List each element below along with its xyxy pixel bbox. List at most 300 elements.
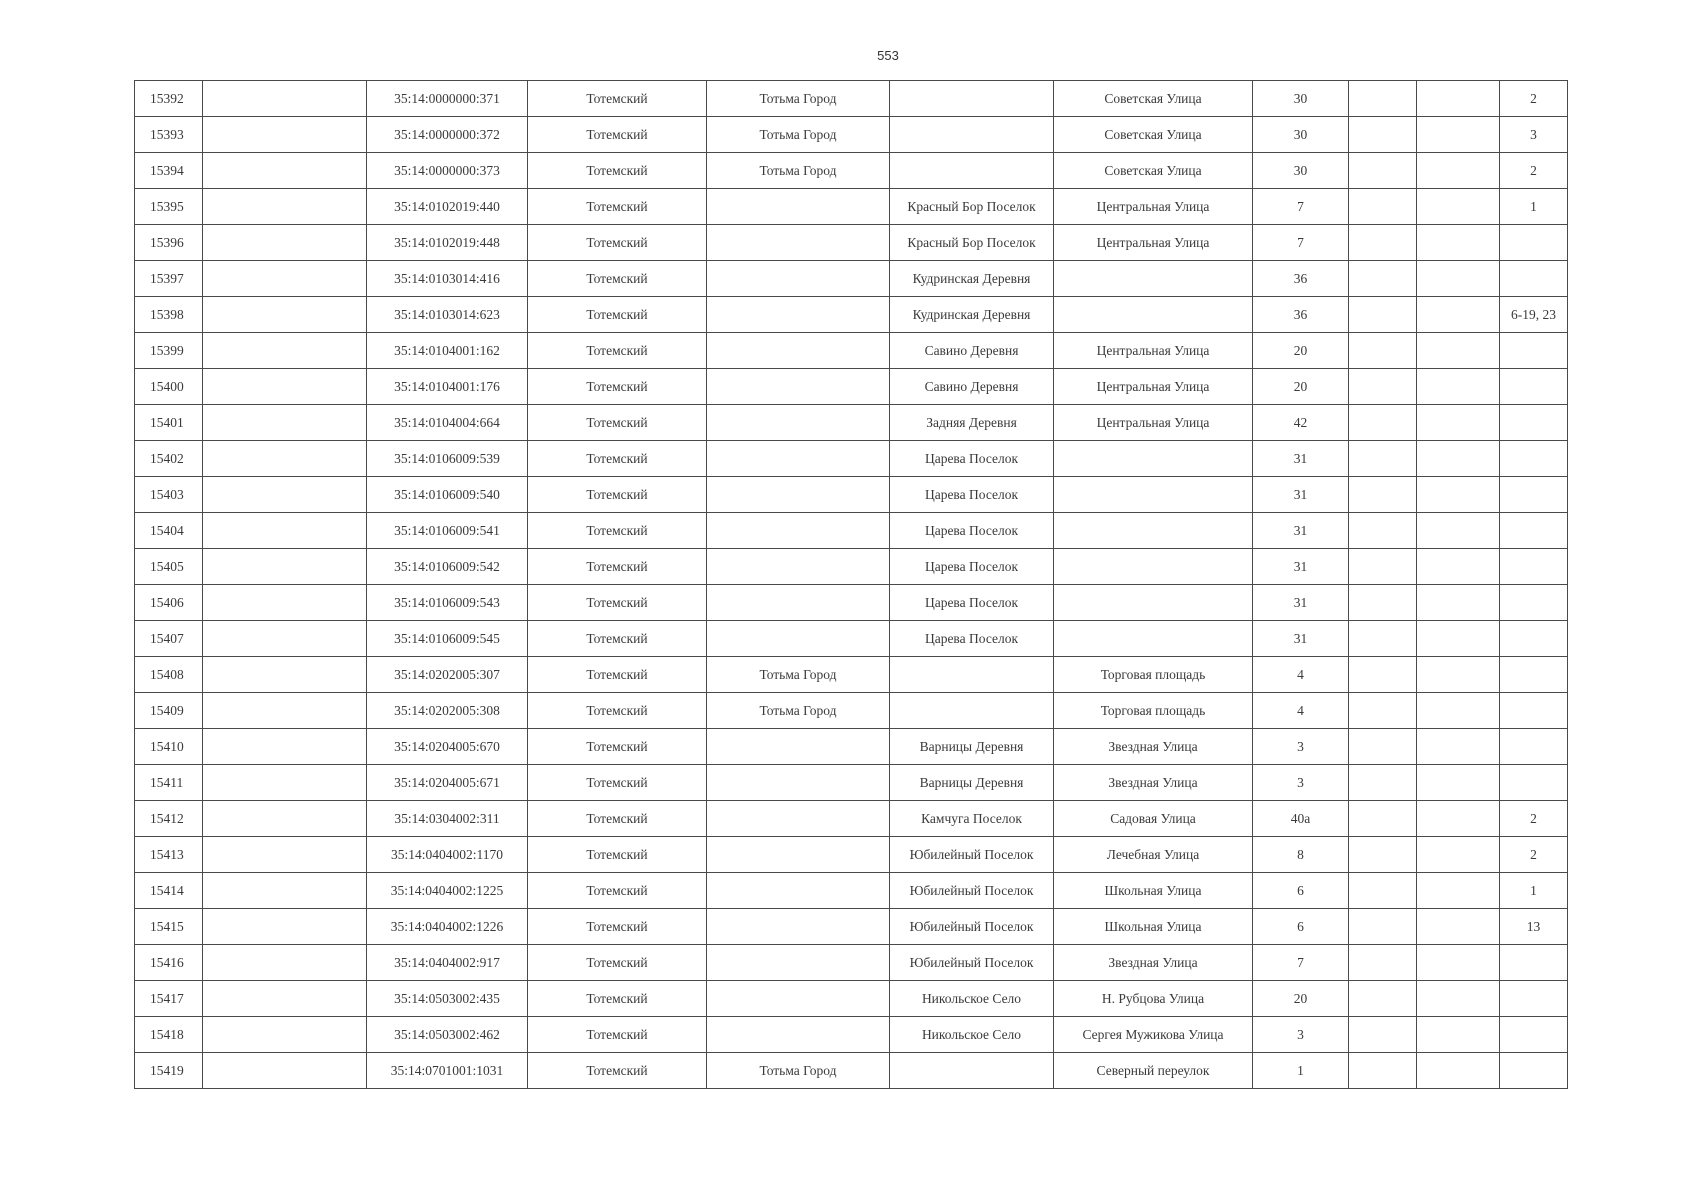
city-cell: [707, 945, 890, 981]
city-cell: Тотьма Город: [707, 153, 890, 189]
table-row: [135, 333, 1568, 369]
building-cell: [1349, 225, 1417, 261]
settlement-cell: Юбилейный Поселок: [890, 837, 1054, 873]
building-cell: [1349, 261, 1417, 297]
street-cell: Советская Улица: [1054, 117, 1253, 153]
structure-cell: [1417, 873, 1500, 909]
city-cell: Тотьма Город: [707, 81, 890, 117]
building-cell: [1349, 585, 1417, 621]
table-row: [135, 153, 1568, 189]
blank-column-cell: [203, 837, 367, 873]
record-number-cell: 15399: [135, 333, 203, 369]
city-cell: [707, 549, 890, 585]
city-cell: [707, 837, 890, 873]
district-cell: Тотемский: [528, 333, 707, 369]
structure-cell: [1417, 621, 1500, 657]
cadastral-number-cell: 35:14:0102019:448: [367, 225, 528, 261]
street-cell: Советская Улица: [1054, 153, 1253, 189]
table-row: [135, 1053, 1568, 1089]
blank-column-cell: [203, 657, 367, 693]
cadastral-number-cell: 35:14:0404002:1225: [367, 873, 528, 909]
apartment-cell: [1500, 621, 1568, 657]
district-cell: Тотемский: [528, 477, 707, 513]
district-cell: Тотемский: [528, 1053, 707, 1089]
building-cell: [1349, 153, 1417, 189]
blank-column-cell: [203, 405, 367, 441]
city-cell: [707, 765, 890, 801]
house-cell: 3: [1253, 765, 1349, 801]
cadastral-number-cell: 35:14:0204005:670: [367, 729, 528, 765]
street-cell: [1054, 477, 1253, 513]
district-cell: Тотемский: [528, 369, 707, 405]
settlement-cell: Красный Бор Поселок: [890, 189, 1054, 225]
street-cell: Школьная Улица: [1054, 909, 1253, 945]
cadastral-number-cell: 35:14:0701001:1031: [367, 1053, 528, 1089]
table-row: [135, 1017, 1568, 1053]
cadastral-number-cell: 35:14:0103014:416: [367, 261, 528, 297]
street-cell: Садовая Улица: [1054, 801, 1253, 837]
blank-column-cell: [203, 189, 367, 225]
apartment-cell: 1: [1500, 873, 1568, 909]
blank-column-cell: [203, 621, 367, 657]
record-number-cell: 15414: [135, 873, 203, 909]
street-cell: Центральная Улица: [1054, 405, 1253, 441]
street-cell: Центральная Улица: [1054, 369, 1253, 405]
house-cell: 30: [1253, 153, 1349, 189]
city-cell: [707, 909, 890, 945]
cadastral-number-cell: 35:14:0404002:1170: [367, 837, 528, 873]
blank-column-cell: [203, 1053, 367, 1089]
house-cell: 31: [1253, 441, 1349, 477]
record-number-cell: 15405: [135, 549, 203, 585]
building-cell: [1349, 333, 1417, 369]
street-cell: Торговая площадь: [1054, 693, 1253, 729]
city-cell: [707, 333, 890, 369]
table-row: [135, 369, 1568, 405]
street-cell: Школьная Улица: [1054, 873, 1253, 909]
structure-cell: [1417, 801, 1500, 837]
settlement-cell: Варницы Деревня: [890, 729, 1054, 765]
house-cell: 31: [1253, 513, 1349, 549]
settlement-cell: Царева Поселок: [890, 477, 1054, 513]
street-cell: [1054, 549, 1253, 585]
street-cell: [1054, 513, 1253, 549]
apartment-cell: [1500, 1053, 1568, 1089]
structure-cell: [1417, 297, 1500, 333]
house-cell: 7: [1253, 225, 1349, 261]
blank-column-cell: [203, 909, 367, 945]
apartment-cell: [1500, 369, 1568, 405]
blank-column-cell: [203, 585, 367, 621]
structure-cell: [1417, 477, 1500, 513]
cadastral-number-cell: 35:14:0106009:541: [367, 513, 528, 549]
city-cell: [707, 513, 890, 549]
structure-cell: [1417, 765, 1500, 801]
street-cell: Центральная Улица: [1054, 225, 1253, 261]
cadastral-number-cell: 35:14:0103014:623: [367, 297, 528, 333]
house-cell: 31: [1253, 549, 1349, 585]
settlement-cell: [890, 657, 1054, 693]
house-cell: 40а: [1253, 801, 1349, 837]
building-cell: [1349, 657, 1417, 693]
district-cell: Тотемский: [528, 1017, 707, 1053]
building-cell: [1349, 513, 1417, 549]
district-cell: Тотемский: [528, 873, 707, 909]
settlement-cell: Никольское Село: [890, 1017, 1054, 1053]
record-number-cell: 15394: [135, 153, 203, 189]
table-row: [135, 945, 1568, 981]
street-cell: Центральная Улица: [1054, 333, 1253, 369]
building-cell: [1349, 945, 1417, 981]
building-cell: [1349, 981, 1417, 1017]
record-number-cell: 15400: [135, 369, 203, 405]
building-cell: [1349, 189, 1417, 225]
district-cell: Тотемский: [528, 153, 707, 189]
settlement-cell: Царева Поселок: [890, 513, 1054, 549]
blank-column-cell: [203, 477, 367, 513]
settlement-cell: Кудринская Деревня: [890, 297, 1054, 333]
structure-cell: [1417, 1053, 1500, 1089]
table-row: [135, 81, 1568, 117]
building-cell: [1349, 441, 1417, 477]
table-row: [135, 297, 1568, 333]
district-cell: Тотемский: [528, 909, 707, 945]
table-row: [135, 189, 1568, 225]
building-cell: [1349, 693, 1417, 729]
registry-table: [134, 80, 1568, 1089]
cadastral-number-cell: 35:14:0503002:435: [367, 981, 528, 1017]
structure-cell: [1417, 549, 1500, 585]
building-cell: [1349, 1017, 1417, 1053]
table-row: [135, 477, 1568, 513]
table-row: [135, 225, 1568, 261]
city-cell: [707, 261, 890, 297]
structure-cell: [1417, 909, 1500, 945]
blank-column-cell: [203, 117, 367, 153]
settlement-cell: Юбилейный Поселок: [890, 909, 1054, 945]
street-cell: Звездная Улица: [1054, 765, 1253, 801]
record-number-cell: 15403: [135, 477, 203, 513]
record-number-cell: 15396: [135, 225, 203, 261]
table-row: [135, 549, 1568, 585]
district-cell: Тотемский: [528, 225, 707, 261]
city-cell: Тотьма Город: [707, 1053, 890, 1089]
city-cell: [707, 189, 890, 225]
building-cell: [1349, 549, 1417, 585]
building-cell: [1349, 477, 1417, 513]
cadastral-number-cell: 35:14:0104001:176: [367, 369, 528, 405]
settlement-cell: Царева Поселок: [890, 621, 1054, 657]
street-cell: [1054, 441, 1253, 477]
blank-column-cell: [203, 441, 367, 477]
cadastral-number-cell: 35:14:0000000:373: [367, 153, 528, 189]
structure-cell: [1417, 369, 1500, 405]
settlement-cell: Царева Поселок: [890, 549, 1054, 585]
cadastral-number-cell: 35:14:0503002:462: [367, 1017, 528, 1053]
building-cell: [1349, 1053, 1417, 1089]
cadastral-number-cell: 35:14:0106009:542: [367, 549, 528, 585]
district-cell: Тотемский: [528, 657, 707, 693]
table-row: [135, 837, 1568, 873]
building-cell: [1349, 297, 1417, 333]
settlement-cell: Никольское Село: [890, 981, 1054, 1017]
settlement-cell: Юбилейный Поселок: [890, 873, 1054, 909]
house-cell: 8: [1253, 837, 1349, 873]
district-cell: Тотемский: [528, 801, 707, 837]
structure-cell: [1417, 261, 1500, 297]
city-cell: [707, 297, 890, 333]
house-cell: 36: [1253, 297, 1349, 333]
building-cell: [1349, 729, 1417, 765]
record-number-cell: 15415: [135, 909, 203, 945]
settlement-cell: [890, 81, 1054, 117]
house-cell: 3: [1253, 1017, 1349, 1053]
record-number-cell: 15413: [135, 837, 203, 873]
blank-column-cell: [203, 945, 367, 981]
street-cell: [1054, 585, 1253, 621]
city-cell: [707, 585, 890, 621]
building-cell: [1349, 81, 1417, 117]
blank-column-cell: [203, 729, 367, 765]
cadastral-number-cell: 35:14:0202005:308: [367, 693, 528, 729]
house-cell: 31: [1253, 585, 1349, 621]
district-cell: Тотемский: [528, 513, 707, 549]
city-cell: [707, 405, 890, 441]
structure-cell: [1417, 81, 1500, 117]
street-cell: Северный переулок: [1054, 1053, 1253, 1089]
settlement-cell: Варницы Деревня: [890, 765, 1054, 801]
city-cell: [707, 441, 890, 477]
settlement-cell: Красный Бор Поселок: [890, 225, 1054, 261]
blank-column-cell: [203, 549, 367, 585]
table-row: [135, 801, 1568, 837]
house-cell: 31: [1253, 477, 1349, 513]
district-cell: Тотемский: [528, 693, 707, 729]
blank-column-cell: [203, 513, 367, 549]
record-number-cell: 15392: [135, 81, 203, 117]
settlement-cell: Кудринская Деревня: [890, 261, 1054, 297]
apartment-cell: [1500, 981, 1568, 1017]
apartment-cell: [1500, 657, 1568, 693]
record-number-cell: 15407: [135, 621, 203, 657]
record-number-cell: 15418: [135, 1017, 203, 1053]
building-cell: [1349, 765, 1417, 801]
street-cell: Лечебная Улица: [1054, 837, 1253, 873]
apartment-cell: 1: [1500, 189, 1568, 225]
table-row: [135, 909, 1568, 945]
district-cell: Тотемский: [528, 81, 707, 117]
house-cell: 6: [1253, 873, 1349, 909]
apartment-cell: [1500, 477, 1568, 513]
building-cell: [1349, 621, 1417, 657]
structure-cell: [1417, 153, 1500, 189]
apartment-cell: [1500, 729, 1568, 765]
apartment-cell: [1500, 441, 1568, 477]
structure-cell: [1417, 405, 1500, 441]
street-cell: Центральная Улица: [1054, 189, 1253, 225]
city-cell: Тотьма Город: [707, 117, 890, 153]
city-cell: [707, 1017, 890, 1053]
settlement-cell: Савино Деревня: [890, 333, 1054, 369]
settlement-cell: [890, 1053, 1054, 1089]
record-number-cell: 15408: [135, 657, 203, 693]
house-cell: 20: [1253, 981, 1349, 1017]
structure-cell: [1417, 585, 1500, 621]
street-cell: Советская Улица: [1054, 81, 1253, 117]
apartment-cell: [1500, 405, 1568, 441]
street-cell: Звездная Улица: [1054, 945, 1253, 981]
settlement-cell: [890, 693, 1054, 729]
house-cell: 42: [1253, 405, 1349, 441]
district-cell: Тотемский: [528, 837, 707, 873]
district-cell: Тотемский: [528, 621, 707, 657]
structure-cell: [1417, 513, 1500, 549]
structure-cell: [1417, 981, 1500, 1017]
house-cell: 20: [1253, 369, 1349, 405]
record-number-cell: 15417: [135, 981, 203, 1017]
table-row: [135, 585, 1568, 621]
settlement-cell: Царева Поселок: [890, 585, 1054, 621]
page-number: 553: [877, 48, 899, 63]
street-cell: Н. Рубцова Улица: [1054, 981, 1253, 1017]
cadastral-number-cell: 35:14:0304002:311: [367, 801, 528, 837]
building-cell: [1349, 909, 1417, 945]
district-cell: Тотемский: [528, 945, 707, 981]
cadastral-number-cell: 35:14:0106009:543: [367, 585, 528, 621]
house-cell: 6: [1253, 909, 1349, 945]
table-row: [135, 441, 1568, 477]
table-row: [135, 261, 1568, 297]
street-cell: Торговая площадь: [1054, 657, 1253, 693]
cadastral-number-cell: 35:14:0000000:372: [367, 117, 528, 153]
house-cell: 7: [1253, 189, 1349, 225]
settlement-cell: Задняя Деревня: [890, 405, 1054, 441]
apartment-cell: [1500, 513, 1568, 549]
apartment-cell: 3: [1500, 117, 1568, 153]
apartment-cell: [1500, 765, 1568, 801]
blank-column-cell: [203, 261, 367, 297]
blank-column-cell: [203, 981, 367, 1017]
building-cell: [1349, 405, 1417, 441]
district-cell: Тотемский: [528, 981, 707, 1017]
apartment-cell: 6-19, 23: [1500, 297, 1568, 333]
settlement-cell: Царева Поселок: [890, 441, 1054, 477]
table-row: [135, 405, 1568, 441]
city-cell: [707, 981, 890, 1017]
cadastral-number-cell: 35:14:0102019:440: [367, 189, 528, 225]
record-number-cell: 15398: [135, 297, 203, 333]
cadastral-number-cell: 35:14:0104001:162: [367, 333, 528, 369]
record-number-cell: 15393: [135, 117, 203, 153]
city-cell: [707, 369, 890, 405]
registry-table-body: [135, 81, 1568, 1089]
table-row: [135, 981, 1568, 1017]
table-row: [135, 873, 1568, 909]
cadastral-number-cell: 35:14:0202005:307: [367, 657, 528, 693]
blank-column-cell: [203, 225, 367, 261]
table-row: [135, 729, 1568, 765]
cadastral-number-cell: 35:14:0404002:917: [367, 945, 528, 981]
apartment-cell: 2: [1500, 153, 1568, 189]
structure-cell: [1417, 657, 1500, 693]
settlement-cell: [890, 153, 1054, 189]
apartment-cell: [1500, 585, 1568, 621]
structure-cell: [1417, 729, 1500, 765]
settlement-cell: Камчуга Поселок: [890, 801, 1054, 837]
apartment-cell: [1500, 945, 1568, 981]
district-cell: Тотемский: [528, 441, 707, 477]
building-cell: [1349, 837, 1417, 873]
building-cell: [1349, 117, 1417, 153]
blank-column-cell: [203, 153, 367, 189]
structure-cell: [1417, 333, 1500, 369]
apartment-cell: [1500, 693, 1568, 729]
apartment-cell: 2: [1500, 801, 1568, 837]
cadastral-number-cell: 35:14:0000000:371: [367, 81, 528, 117]
table-row: [135, 765, 1568, 801]
building-cell: [1349, 873, 1417, 909]
building-cell: [1349, 801, 1417, 837]
table-row: [135, 117, 1568, 153]
district-cell: Тотемский: [528, 405, 707, 441]
blank-column-cell: [203, 369, 367, 405]
house-cell: 4: [1253, 693, 1349, 729]
cadastral-number-cell: 35:14:0104004:664: [367, 405, 528, 441]
settlement-cell: [890, 117, 1054, 153]
city-cell: [707, 477, 890, 513]
street-cell: Звездная Улица: [1054, 729, 1253, 765]
blank-column-cell: [203, 765, 367, 801]
cadastral-number-cell: 35:14:0404002:1226: [367, 909, 528, 945]
structure-cell: [1417, 693, 1500, 729]
house-cell: 7: [1253, 945, 1349, 981]
cadastral-number-cell: 35:14:0204005:671: [367, 765, 528, 801]
city-cell: [707, 621, 890, 657]
cadastral-number-cell: 35:14:0106009:540: [367, 477, 528, 513]
structure-cell: [1417, 837, 1500, 873]
district-cell: Тотемский: [528, 549, 707, 585]
house-cell: 36: [1253, 261, 1349, 297]
blank-column-cell: [203, 333, 367, 369]
street-cell: [1054, 297, 1253, 333]
structure-cell: [1417, 1017, 1500, 1053]
record-number-cell: 15404: [135, 513, 203, 549]
settlement-cell: Юбилейный Поселок: [890, 945, 1054, 981]
apartment-cell: 2: [1500, 837, 1568, 873]
settlement-cell: Савино Деревня: [890, 369, 1054, 405]
district-cell: Тотемский: [528, 297, 707, 333]
street-cell: [1054, 261, 1253, 297]
blank-column-cell: [203, 1017, 367, 1053]
house-cell: 30: [1253, 117, 1349, 153]
building-cell: [1349, 369, 1417, 405]
district-cell: Тотемский: [528, 729, 707, 765]
house-cell: 4: [1253, 657, 1349, 693]
house-cell: 1: [1253, 1053, 1349, 1089]
record-number-cell: 15419: [135, 1053, 203, 1089]
blank-column-cell: [203, 873, 367, 909]
city-cell: [707, 873, 890, 909]
apartment-cell: [1500, 225, 1568, 261]
record-number-cell: 15410: [135, 729, 203, 765]
street-cell: Сергея Мужикова Улица: [1054, 1017, 1253, 1053]
apartment-cell: [1500, 261, 1568, 297]
record-number-cell: 15402: [135, 441, 203, 477]
city-cell: [707, 729, 890, 765]
table-row: [135, 693, 1568, 729]
house-cell: 30: [1253, 81, 1349, 117]
district-cell: Тотемский: [528, 117, 707, 153]
